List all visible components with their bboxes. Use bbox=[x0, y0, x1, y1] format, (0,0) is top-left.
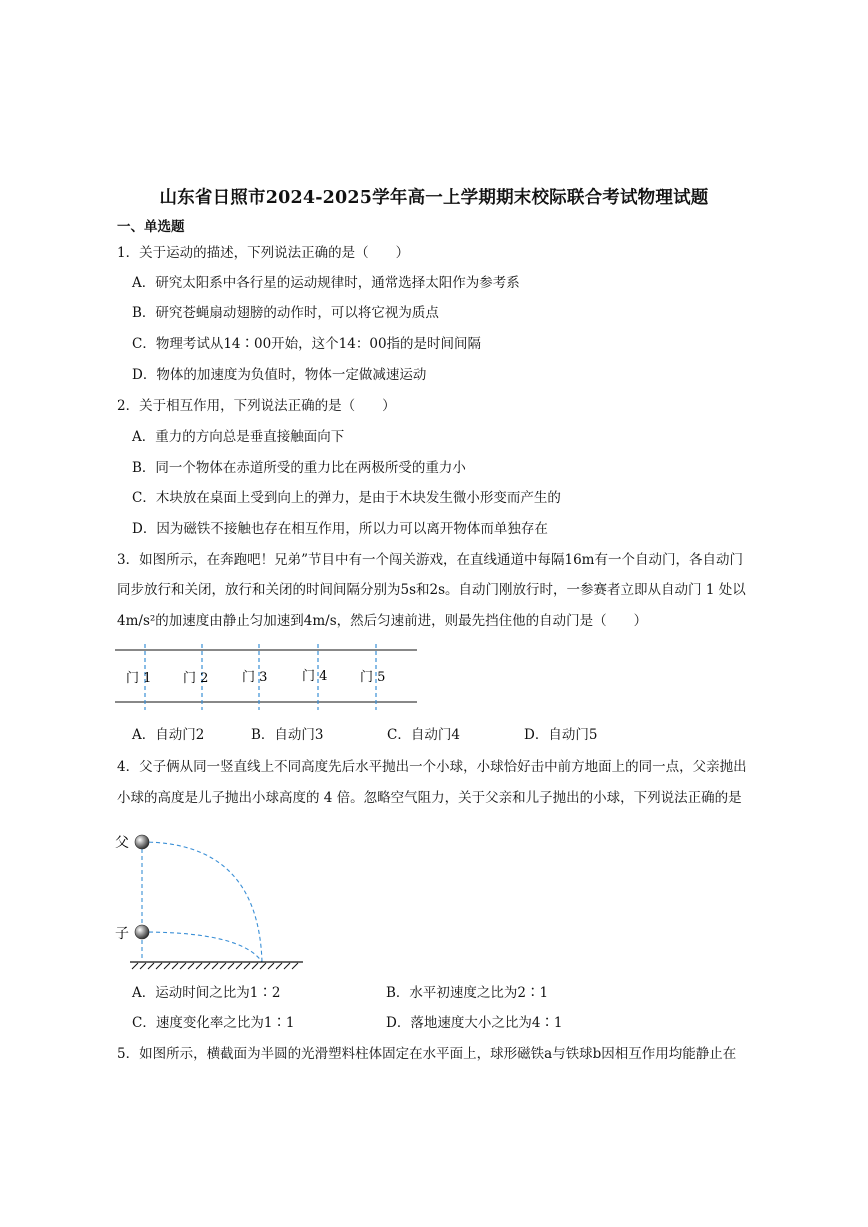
question-2-option-b: B．同一个物体在赤道所受的重力比在两极所受的重力小 bbox=[132, 460, 466, 476]
question-1-option-a: A．研究太阳系中各行星的运动规律时，通常选择太阳作为参考系 bbox=[132, 275, 520, 291]
question-4-option-b: B．水平初速度之比为2∶1 bbox=[386, 985, 549, 1001]
door-3-label: 门 3 bbox=[242, 670, 268, 685]
question-4-option-a: A．运动时间之比为1∶2 bbox=[132, 985, 281, 1001]
door-4-label: 门 4 bbox=[302, 669, 328, 684]
door-figure bbox=[110, 640, 430, 715]
question-2-stem: 2．关于相互作用，下列说法正确的是（ ） bbox=[117, 398, 396, 414]
question-1-option-d: D．物体的加速度为负值时，物体一定做减速运动 bbox=[132, 367, 427, 383]
question-3-option-c: C．自动门4 bbox=[387, 727, 460, 743]
projectile-figure bbox=[110, 825, 310, 975]
door-3 bbox=[242, 644, 267, 710]
question-4-option-d: D．落地速度大小之比为4∶1 bbox=[386, 1015, 563, 1031]
question-2-option-c: C．木块放在桌面上受到向上的弹力，是由于木块发生微小形变而产生的 bbox=[132, 490, 561, 506]
question-3-stem-line-1: 3．如图所示，在奔跑吧！兄弟”节目中有一个闯关游戏，在直线通道中每隔16m有一个自动门，各自动门 bbox=[117, 552, 743, 568]
question-3-option-d: D．自动门5 bbox=[524, 727, 598, 743]
son-trajectory bbox=[142, 932, 262, 962]
question-2-option-a: A．重力的方向总是垂直接触面向下 bbox=[132, 429, 345, 445]
question-1-option-b: B．研究苍蝇扇动翅膀的动作时，可以将它视为质点 bbox=[132, 305, 439, 321]
son-ball bbox=[135, 925, 149, 939]
question-4-option-c: C．速度变化率之比为1∶1 bbox=[132, 1015, 295, 1031]
question-4-stem-line-2: 小球的高度是儿子抛出小球高度的 4 倍。忽略空气阻力，关于父亲和儿子抛出的小球，下列说法正确的是 bbox=[117, 790, 742, 806]
son-label: 子 bbox=[115, 926, 129, 942]
question-1-stem: 1．关于运动的描述，下列说法正确的是（ ） bbox=[117, 245, 410, 261]
question-3-stem-line-3: 4m/s²的加速度由静止匀加速到4m/s，然后匀速前进，则最先挡住他的自动门是（ ） bbox=[117, 613, 648, 629]
father-label: 父 bbox=[115, 835, 129, 851]
door-2-label: 门 2 bbox=[183, 671, 209, 686]
father-ball bbox=[135, 835, 149, 849]
question-3-option-a: A．自动门2 bbox=[132, 727, 205, 743]
door-4 bbox=[302, 644, 327, 710]
door-2 bbox=[183, 644, 208, 710]
door-5-label: 门 5 bbox=[360, 670, 386, 685]
father-trajectory bbox=[142, 842, 262, 962]
question-3-stem-line-2: 同步放行和关闭，放行和关闭的时间间隔分别为5s和2s。自动门刚放行时，一参赛者立即从自动门 1 处以 bbox=[117, 582, 746, 598]
door-5 bbox=[360, 644, 385, 710]
question-4-stem-line-1: 4．父子俩从同一竖直线上不同高度先后水平抛出一个小球，小球恰好击中前方地面上的同一点，父亲抛出 bbox=[117, 759, 747, 775]
ground bbox=[130, 962, 303, 969]
question-5-stem: 5．如图所示，横截面为半圆的光滑塑料柱体固定在水平面上，球形磁铁a与铁球b因相互作用均能静止在 bbox=[117, 1046, 737, 1062]
question-1-option-c: C．物理考试从14∶00开始，这个14：00指的是时间间隔 bbox=[132, 336, 482, 352]
page-title: 山东省日照市2024-2025学年高一上学期期末校际联合考试物理试题 bbox=[159, 188, 709, 208]
question-2-option-d: D．因为磁铁不接触也存在相互作用，所以力可以离开物体而单独存在 bbox=[132, 521, 548, 537]
question-3-option-b: B．自动门3 bbox=[251, 727, 324, 743]
door-1-label: 门 1 bbox=[126, 671, 152, 686]
door-1 bbox=[126, 644, 151, 710]
section-heading: 一、单选题 bbox=[117, 219, 185, 235]
